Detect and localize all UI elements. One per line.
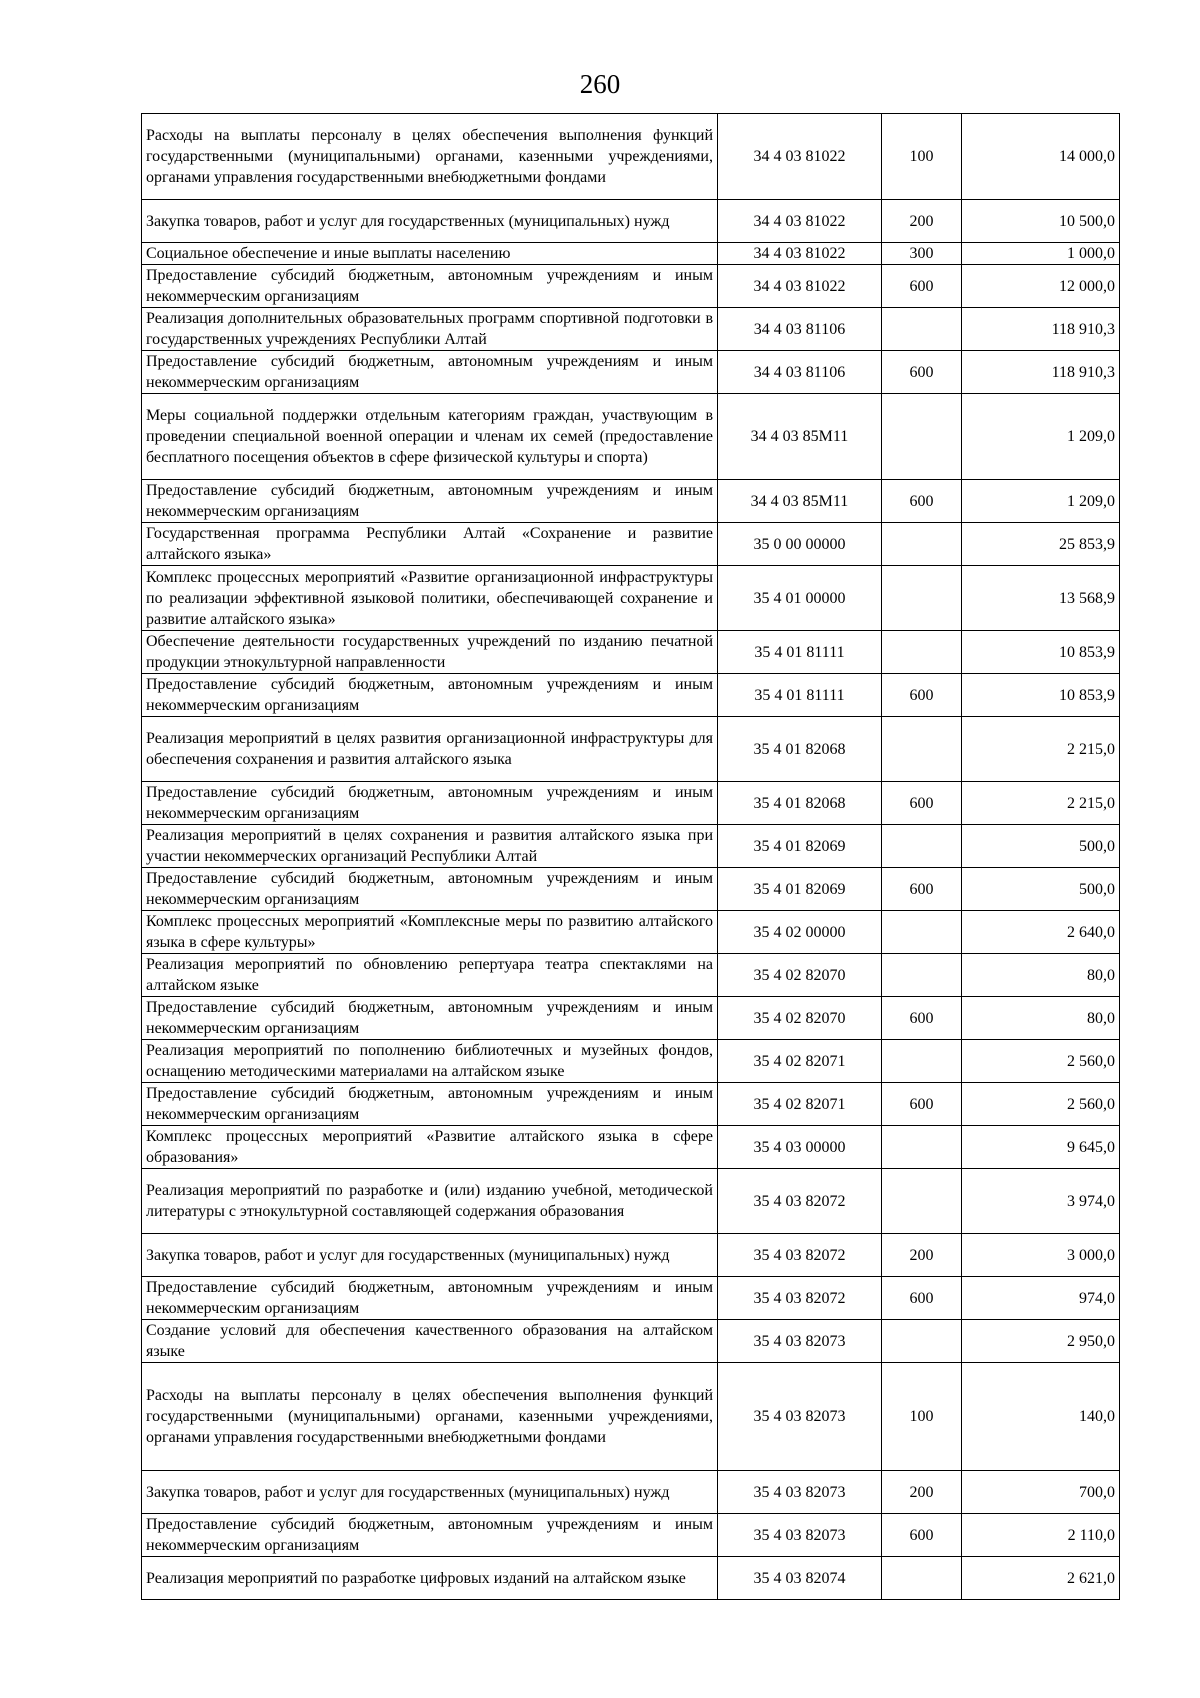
row-sum-cell: 700,0 xyxy=(962,1471,1120,1514)
row-code-cell: 34 4 03 81022 xyxy=(718,114,882,200)
row-name-cell: Комплекс процессных мероприятий «Развитие алтайского языка в сфере образования» xyxy=(142,1126,718,1169)
table-row xyxy=(142,1169,1120,1234)
row-sum-cell: 1 209,0 xyxy=(962,394,1120,480)
row-name-cell: Расходы на выплаты персоналу в целях обеспечения выполнения функций государственными (муниципальными) органами, казенными учреждениями, органами управления государственными внебюджетными фондами xyxy=(142,1363,718,1471)
row-sum-cell: 2 560,0 xyxy=(962,1040,1120,1083)
row-expense-type-cell xyxy=(882,566,962,631)
row-name-cell: Предоставление субсидий бюджетным, автономным учреждениям и иным некоммерческим организациям xyxy=(142,674,718,717)
row-name-cell: Обеспечение деятельности государственных учреждений по изданию печатной продукции этнокультурной направленности xyxy=(142,631,718,674)
table-row xyxy=(142,1557,1120,1600)
row-name-cell: Предоставление субсидий бюджетным, автономным учреждениям и иным некоммерческим организациям xyxy=(142,1514,718,1557)
row-name-cell: Реализация мероприятий в целях сохранения и развития алтайского языка при участии некоммерческих организаций Республики Алтай xyxy=(142,825,718,868)
row-expense-type-cell: 600 xyxy=(882,997,962,1040)
row-code-cell: 34 4 03 81106 xyxy=(718,351,882,394)
row-code-cell: 35 4 03 82073 xyxy=(718,1514,882,1557)
row-sum-cell: 10 500,0 xyxy=(962,200,1120,243)
table-row xyxy=(142,351,1120,394)
row-expense-type-cell: 200 xyxy=(882,1234,962,1277)
table-row xyxy=(142,394,1120,480)
table-row xyxy=(142,825,1120,868)
row-sum-cell: 118 910,3 xyxy=(962,351,1120,394)
table-row xyxy=(142,1083,1120,1126)
row-name-cell: Расходы на выплаты персоналу в целях обеспечения выполнения функций государственными (муниципальными) органами, казенными учреждениями, органами управления государственными внебюджетными фондами xyxy=(142,114,718,200)
row-sum-cell: 3 000,0 xyxy=(962,1234,1120,1277)
row-code-cell: 34 4 03 81022 xyxy=(718,243,882,265)
row-name-cell: Закупка товаров, работ и услуг для государственных (муниципальных) нужд xyxy=(142,1471,718,1514)
row-expense-type-cell: 100 xyxy=(882,1363,962,1471)
budget-table-body xyxy=(142,114,1120,1600)
row-sum-cell: 3 974,0 xyxy=(962,1169,1120,1234)
row-code-cell: 35 4 01 82069 xyxy=(718,868,882,911)
table-row xyxy=(142,1040,1120,1083)
row-name-cell: Предоставление субсидий бюджетным, автономным учреждениям и иным некоммерческим организациям xyxy=(142,782,718,825)
row-code-cell: 35 4 03 82073 xyxy=(718,1471,882,1514)
row-name-cell: Предоставление субсидий бюджетным, автономным учреждениям и иным некоммерческим организациям xyxy=(142,868,718,911)
row-sum-cell: 2 110,0 xyxy=(962,1514,1120,1557)
row-name-cell: Закупка товаров, работ и услуг для государственных (муниципальных) нужд xyxy=(142,200,718,243)
row-sum-cell: 1 209,0 xyxy=(962,480,1120,523)
table-row xyxy=(142,1234,1120,1277)
table-row xyxy=(142,200,1120,243)
row-code-cell: 35 4 03 82072 xyxy=(718,1277,882,1320)
row-code-cell: 35 4 03 82073 xyxy=(718,1320,882,1363)
table-row xyxy=(142,717,1120,782)
row-code-cell: 34 4 03 81022 xyxy=(718,200,882,243)
row-code-cell: 35 4 01 81111 xyxy=(718,674,882,717)
row-expense-type-cell: 100 xyxy=(882,114,962,200)
table-row xyxy=(142,1277,1120,1320)
row-code-cell: 35 0 00 00000 xyxy=(718,523,882,566)
table-row xyxy=(142,1514,1120,1557)
row-sum-cell: 10 853,9 xyxy=(962,631,1120,674)
table-row xyxy=(142,911,1120,954)
row-sum-cell: 9 645,0 xyxy=(962,1126,1120,1169)
row-code-cell: 35 4 02 82071 xyxy=(718,1083,882,1126)
table-row xyxy=(142,674,1120,717)
row-sum-cell: 2 560,0 xyxy=(962,1083,1120,1126)
row-expense-type-cell: 200 xyxy=(882,1471,962,1514)
row-code-cell: 35 4 02 00000 xyxy=(718,911,882,954)
row-sum-cell: 14 000,0 xyxy=(962,114,1120,200)
row-code-cell: 35 4 01 00000 xyxy=(718,566,882,631)
table-row xyxy=(142,243,1120,265)
row-expense-type-cell xyxy=(882,308,962,351)
row-expense-type-cell: 600 xyxy=(882,351,962,394)
row-name-cell: Предоставление субсидий бюджетным, автономным учреждениям и иным некоммерческим организациям xyxy=(142,997,718,1040)
row-code-cell: 35 4 03 82073 xyxy=(718,1363,882,1471)
row-expense-type-cell: 600 xyxy=(882,1083,962,1126)
row-name-cell: Реализация мероприятий по обновлению репертуара театра спектаклями на алтайском языке xyxy=(142,954,718,997)
row-sum-cell: 118 910,3 xyxy=(962,308,1120,351)
row-name-cell: Комплекс процессных мероприятий «Комплексные меры по развитию алтайского языка в сфере культуры» xyxy=(142,911,718,954)
row-expense-type-cell xyxy=(882,1557,962,1600)
row-expense-type-cell: 600 xyxy=(882,480,962,523)
table-row xyxy=(142,1126,1120,1169)
table-row xyxy=(142,631,1120,674)
row-name-cell: Создание условий для обеспечения качественного образования на алтайском языке xyxy=(142,1320,718,1363)
row-expense-type-cell: 600 xyxy=(882,674,962,717)
row-name-cell: Реализация мероприятий по разработке цифровых изданий на алтайском языке xyxy=(142,1557,718,1600)
row-expense-type-cell xyxy=(882,717,962,782)
row-code-cell: 35 4 02 82070 xyxy=(718,997,882,1040)
table-row xyxy=(142,265,1120,308)
row-code-cell: 34 4 03 81022 xyxy=(718,265,882,308)
row-code-cell: 35 4 01 82068 xyxy=(718,782,882,825)
row-expense-type-cell xyxy=(882,1320,962,1363)
table-row xyxy=(142,782,1120,825)
row-name-cell: Реализация мероприятий по разработке и (или) изданию учебной, методической литературы с этнокультурной составляющей содержания образования xyxy=(142,1169,718,1234)
row-expense-type-cell xyxy=(882,911,962,954)
row-expense-type-cell xyxy=(882,1126,962,1169)
row-sum-cell: 2 215,0 xyxy=(962,782,1120,825)
row-code-cell: 34 4 03 81106 xyxy=(718,308,882,351)
table-row xyxy=(142,1471,1120,1514)
row-sum-cell: 974,0 xyxy=(962,1277,1120,1320)
row-name-cell: Социальное обеспечение и иные выплаты населению xyxy=(142,243,718,265)
row-sum-cell: 10 853,9 xyxy=(962,674,1120,717)
row-sum-cell: 500,0 xyxy=(962,825,1120,868)
row-expense-type-cell xyxy=(882,631,962,674)
row-sum-cell: 80,0 xyxy=(962,954,1120,997)
row-sum-cell: 25 853,9 xyxy=(962,523,1120,566)
table-row xyxy=(142,566,1120,631)
row-code-cell: 35 4 02 82070 xyxy=(718,954,882,997)
row-sum-cell: 12 000,0 xyxy=(962,265,1120,308)
row-expense-type-cell: 600 xyxy=(882,265,962,308)
row-expense-type-cell xyxy=(882,523,962,566)
row-name-cell: Предоставление субсидий бюджетным, автономным учреждениям и иным некоммерческим организациям xyxy=(142,480,718,523)
row-name-cell: Комплекс процессных мероприятий «Развитие организационной инфраструктуры по реализации эффективной языковой политики, обеспечивающей сохранение и развитие алтайского языка» xyxy=(142,566,718,631)
table-row xyxy=(142,954,1120,997)
row-name-cell: Меры социальной поддержки отдельным категориям граждан, участвующим в проведении специальной военной операции и членам их семей (предоставление бесплатного посещения объектов в сфере физической культуры и спорта) xyxy=(142,394,718,480)
row-expense-type-cell: 600 xyxy=(882,868,962,911)
row-sum-cell: 2 950,0 xyxy=(962,1320,1120,1363)
table-row xyxy=(142,997,1120,1040)
row-sum-cell: 80,0 xyxy=(962,997,1120,1040)
row-expense-type-cell xyxy=(882,1040,962,1083)
table-row xyxy=(142,1320,1120,1363)
budget-table xyxy=(141,113,1120,1600)
row-expense-type-cell xyxy=(882,1169,962,1234)
table-row xyxy=(142,114,1120,200)
row-code-cell: 35 4 01 81111 xyxy=(718,631,882,674)
row-name-cell: Реализация дополнительных образовательных программ спортивной подготовки в государственных учреждениях Республики Алтай xyxy=(142,308,718,351)
row-expense-type-cell: 600 xyxy=(882,782,962,825)
row-sum-cell: 2 215,0 xyxy=(962,717,1120,782)
row-name-cell: Реализация мероприятий по пополнению библиотечных и музейных фондов, оснащению методическими материалами на алтайском языке xyxy=(142,1040,718,1083)
row-name-cell: Предоставление субсидий бюджетным, автономным учреждениям и иным некоммерческим организациям xyxy=(142,351,718,394)
row-expense-type-cell: 200 xyxy=(882,200,962,243)
row-code-cell: 34 4 03 85М11 xyxy=(718,394,882,480)
row-expense-type-cell: 600 xyxy=(882,1514,962,1557)
row-sum-cell: 2 640,0 xyxy=(962,911,1120,954)
row-name-cell: Закупка товаров, работ и услуг для государственных (муниципальных) нужд xyxy=(142,1234,718,1277)
row-code-cell: 35 4 03 00000 xyxy=(718,1126,882,1169)
row-code-cell: 35 4 01 82069 xyxy=(718,825,882,868)
row-expense-type-cell: 600 xyxy=(882,1277,962,1320)
row-sum-cell: 13 568,9 xyxy=(962,566,1120,631)
row-code-cell: 35 4 03 82072 xyxy=(718,1169,882,1234)
row-expense-type-cell xyxy=(882,954,962,997)
row-name-cell: Государственная программа Республики Алтай «Сохранение и развитие алтайского языка» xyxy=(142,523,718,566)
row-code-cell: 35 4 02 82071 xyxy=(718,1040,882,1083)
row-code-cell: 35 4 01 82068 xyxy=(718,717,882,782)
page-number: 260 xyxy=(579,69,621,99)
table-row xyxy=(142,868,1120,911)
row-name-cell: Предоставление субсидий бюджетным, автономным учреждениям и иным некоммерческим организациям xyxy=(142,265,718,308)
table-row xyxy=(142,523,1120,566)
row-expense-type-cell xyxy=(882,394,962,480)
row-expense-type-cell: 300 xyxy=(882,243,962,265)
row-sum-cell: 1 000,0 xyxy=(962,243,1120,265)
row-name-cell: Предоставление субсидий бюджетным, автономным учреждениям и иным некоммерческим организациям xyxy=(142,1083,718,1126)
table-row xyxy=(142,1363,1120,1471)
row-sum-cell: 140,0 xyxy=(962,1363,1120,1471)
table-row xyxy=(142,308,1120,351)
row-expense-type-cell xyxy=(882,825,962,868)
row-sum-cell: 2 621,0 xyxy=(962,1557,1120,1600)
table-row xyxy=(142,480,1120,523)
row-code-cell: 35 4 03 82074 xyxy=(718,1557,882,1600)
row-name-cell: Реализация мероприятий в целях развития организационной инфраструктуры для обеспечения сохранения и развития алтайского языка xyxy=(142,717,718,782)
row-code-cell: 35 4 03 82072 xyxy=(718,1234,882,1277)
row-name-cell: Предоставление субсидий бюджетным, автономным учреждениям и иным некоммерческим организациям xyxy=(142,1277,718,1320)
row-code-cell: 34 4 03 85М11 xyxy=(718,480,882,523)
row-sum-cell: 500,0 xyxy=(962,868,1120,911)
